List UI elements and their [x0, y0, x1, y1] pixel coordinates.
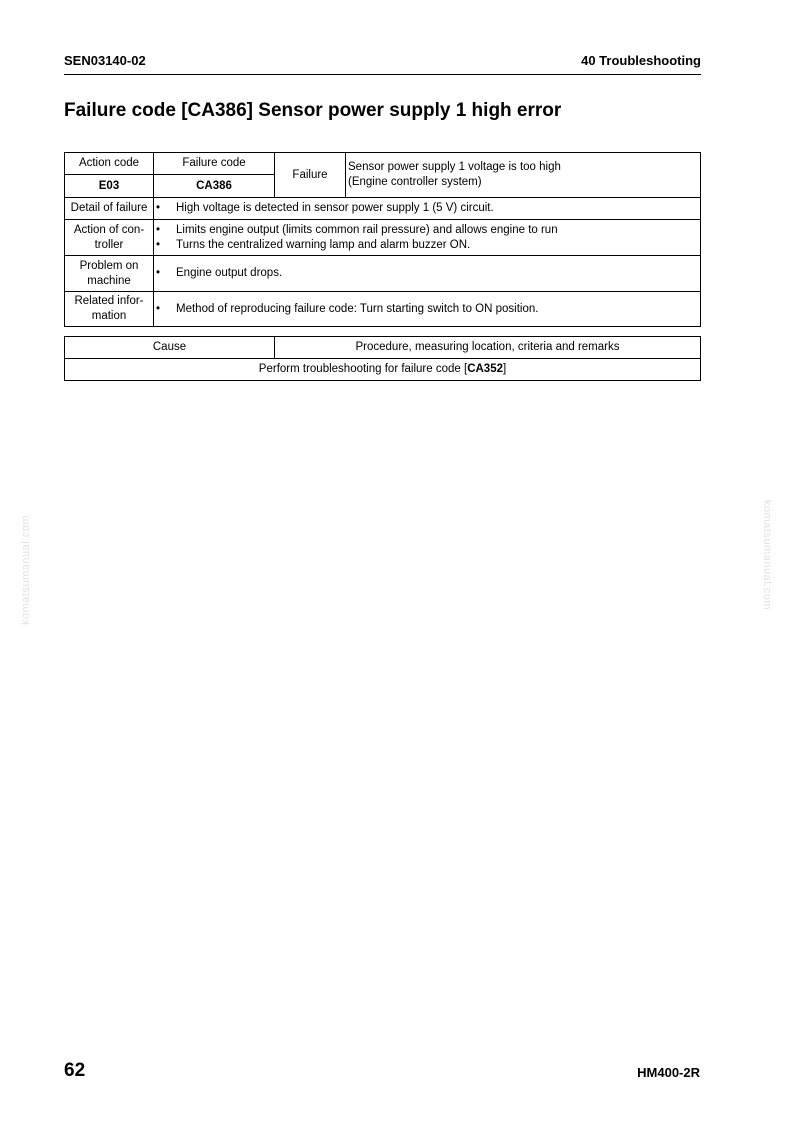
list-item: [154, 223, 700, 238]
failure-label: Failure: [275, 153, 346, 198]
header-doc-id: SEN03140-02: [64, 53, 146, 68]
list-item: [154, 266, 700, 281]
action-label: [65, 220, 154, 256]
problem-label: [65, 256, 154, 292]
problem-item: Engine output drops.: [176, 267, 283, 279]
action-item: Turns the centralized warning lamp and alarm buzzer ON.: [176, 238, 471, 251]
related-label-line2: mation: [91, 310, 127, 322]
watermark-right: komatsumanual.com: [761, 500, 773, 610]
watermark-left: komatsumanual.com: [20, 515, 32, 625]
related-content: [154, 292, 701, 327]
action-content: [154, 220, 701, 256]
failure-info-table: [64, 152, 701, 327]
problem-label-line2: machine: [87, 274, 131, 287]
bullet-icon: •: [156, 302, 161, 315]
bullet-icon: •: [156, 223, 161, 236]
action-label-line1: Action of con-: [73, 223, 145, 236]
procedure-header: Procedure, measuring location, criteria and remarks: [275, 337, 701, 359]
reference-suffix: ]: [503, 363, 507, 375]
action-label-line2: troller: [94, 238, 124, 251]
troubleshooting-reference: [65, 359, 701, 381]
model-name: HM400-2R: [637, 1065, 700, 1080]
header-rule: [64, 74, 701, 75]
detail-item: High voltage is detected in sensor power supply 1 (5 V) circuit.: [176, 202, 494, 214]
bullet-icon: •: [156, 238, 161, 251]
failure-desc-line1: Sensor power supply 1 voltage is too high: [348, 161, 561, 173]
list-item: [154, 302, 700, 317]
failure-description: [346, 153, 701, 198]
failure-code-value: CA386: [154, 175, 275, 198]
bullet-icon: •: [156, 202, 161, 214]
problem-label-line1: Problem on: [79, 259, 139, 272]
page-title: Failure code [CA386] Sensor power supply 1 high error: [64, 100, 562, 121]
list-item: [154, 201, 700, 216]
problem-content: [154, 256, 701, 292]
failure-code-label: Failure code: [154, 153, 275, 175]
cause-header: Cause: [65, 337, 275, 359]
bullet-icon: •: [156, 267, 161, 279]
cause-table: [64, 336, 701, 381]
related-item: Method of reproducing failure code: Turn starting switch to ON position.: [176, 302, 539, 315]
header-section: 40 Troubleshooting: [581, 53, 701, 68]
reference-prefix: Perform troubleshooting for failure code [: [258, 363, 468, 375]
detail-label: Detail of failure: [65, 198, 154, 220]
action-code-value: E03: [65, 175, 154, 198]
page-number: 62: [64, 1060, 86, 1081]
failure-desc-line2: (Engine controller system): [348, 176, 482, 188]
list-item: [154, 238, 700, 253]
action-item: Limits engine output (limits common rail pressure) and allows engine to run: [176, 223, 558, 236]
action-code-label: Action code: [65, 153, 154, 175]
related-label: [65, 292, 154, 327]
related-label-line1: Related infor-: [74, 295, 144, 307]
reference-code-link[interactable]: CA352: [467, 363, 503, 375]
detail-content: [154, 198, 701, 220]
